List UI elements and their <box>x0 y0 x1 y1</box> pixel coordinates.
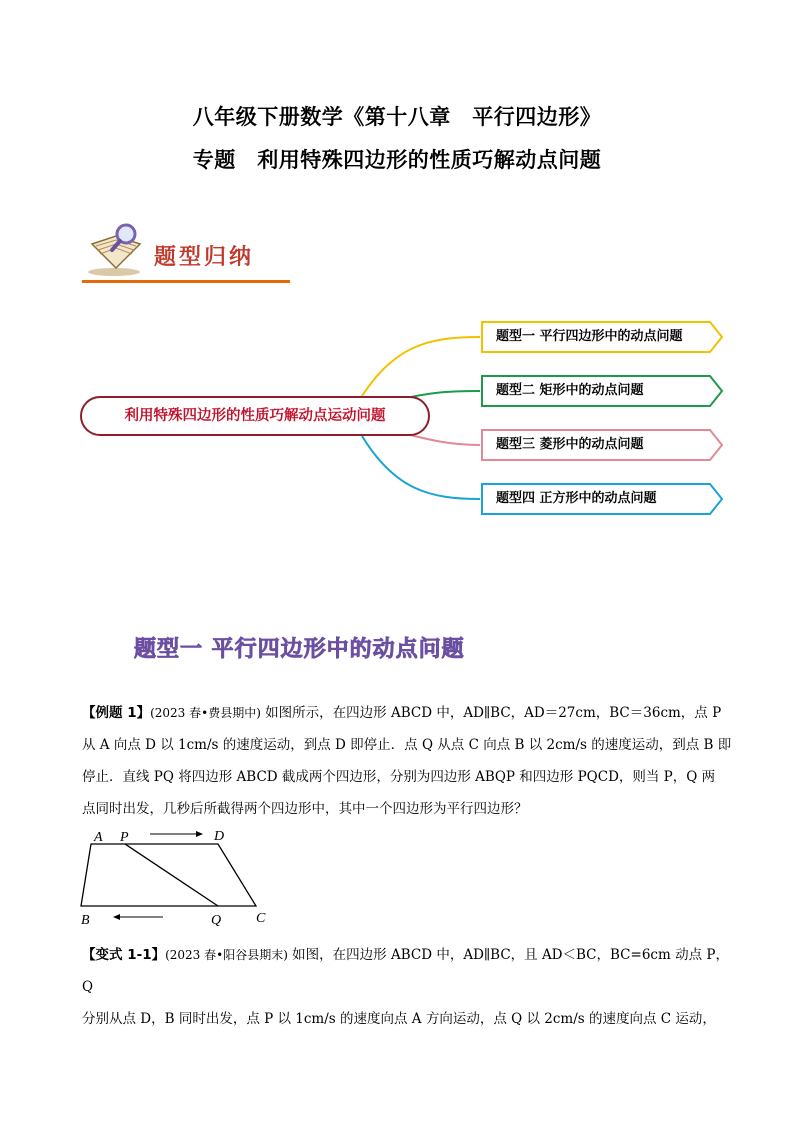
label-c: C <box>256 911 266 926</box>
mindmap-node-3 <box>480 429 720 461</box>
arrow-p-to-d-head <box>196 831 203 837</box>
trapezoid-figure <box>78 826 278 930</box>
mindmap-node-2 <box>480 375 720 407</box>
label-d: D <box>214 829 225 844</box>
segment-pq <box>125 844 218 906</box>
mindmap-node-1 <box>480 321 720 353</box>
label-b: B <box>81 913 90 928</box>
mindmap-node-2-label: 题型二 矩形中的动点问题 <box>496 383 644 398</box>
document-title-line2: 专题 利用特殊四边形的性质巧解动点问题 <box>192 148 602 172</box>
label-a: A <box>94 830 103 845</box>
variant-1-1-line-2: 分别从点 D，B 同时出发，点 P 以 1cm/s 的速度向点 A 方向运动，点 Q 以 2cm/s 的速度向点 C 运动， <box>82 1011 716 1027</box>
arrow-q-to-b-head <box>113 914 120 920</box>
example-1-text-1: 如图所示，在四边形 ABCD 中，AD∥BC，AD＝27cm，BC＝36cm，点 P <box>260 705 722 721</box>
example-1-line-3: 停止．直线 PQ 将四边形 ABCD 截成两个四边形，分别为四边形 ABQP 和四边形 PQCD，则当 P，Q 两 <box>82 769 716 785</box>
connector-4 <box>362 436 480 499</box>
example-1-label: 【例题 1】 <box>82 705 151 721</box>
banner-label: 题型归纳 <box>154 245 255 270</box>
variant-1-1-text-1: 如图，在四边形 ABCD 中，AD∥BC，且 AD＜BC，BC=6cm 动点 P，Q <box>82 947 729 995</box>
mindmap-node-4-label: 题型四 正方形中的动点问题 <box>496 491 657 506</box>
variant-1-1-source: (2023 春•阳谷县期末) <box>165 948 288 962</box>
label-q: Q <box>211 913 222 928</box>
section-heading: 题型一 平行四边形中的动点问题 <box>134 637 465 662</box>
example-1-source: (2023 春•费县期中) <box>150 706 261 720</box>
variant-1-1 <box>82 939 732 1035</box>
example-1-line-2: 从 A 向点 D 以 1cm/s 的速度运动，到点 D 即停止．点 Q 从点 C 向点 B 以 2cm/s 的速度运动，到点 B 即 <box>82 737 732 753</box>
example-1 <box>82 697 732 825</box>
mindmap-node-3-label: 题型三 菱形中的动点问题 <box>496 437 644 452</box>
mindmap-node-1-label: 题型一 平行四边形中的动点问题 <box>496 329 683 344</box>
trapezoid-abcd <box>81 844 256 906</box>
variant-1-1-line-1 <box>82 939 732 1003</box>
example-1-line-4: 点同时出发，几秒后所截得两个四边形中，其中一个四边形为平行四边形？ <box>82 801 528 817</box>
mindmap-root: 利用特殊四边形的性质巧解动点运动问题 <box>80 396 430 436</box>
label-p: P <box>120 830 129 845</box>
variant-1-1-label: 【变式 1-1】 <box>82 947 166 963</box>
example-1-line-1 <box>82 697 732 729</box>
mindmap-node-4 <box>480 483 720 515</box>
connector-1 <box>362 337 480 396</box>
document-title-line1: 八年级下册数学《第十八章 平行四边形》 <box>192 105 602 129</box>
